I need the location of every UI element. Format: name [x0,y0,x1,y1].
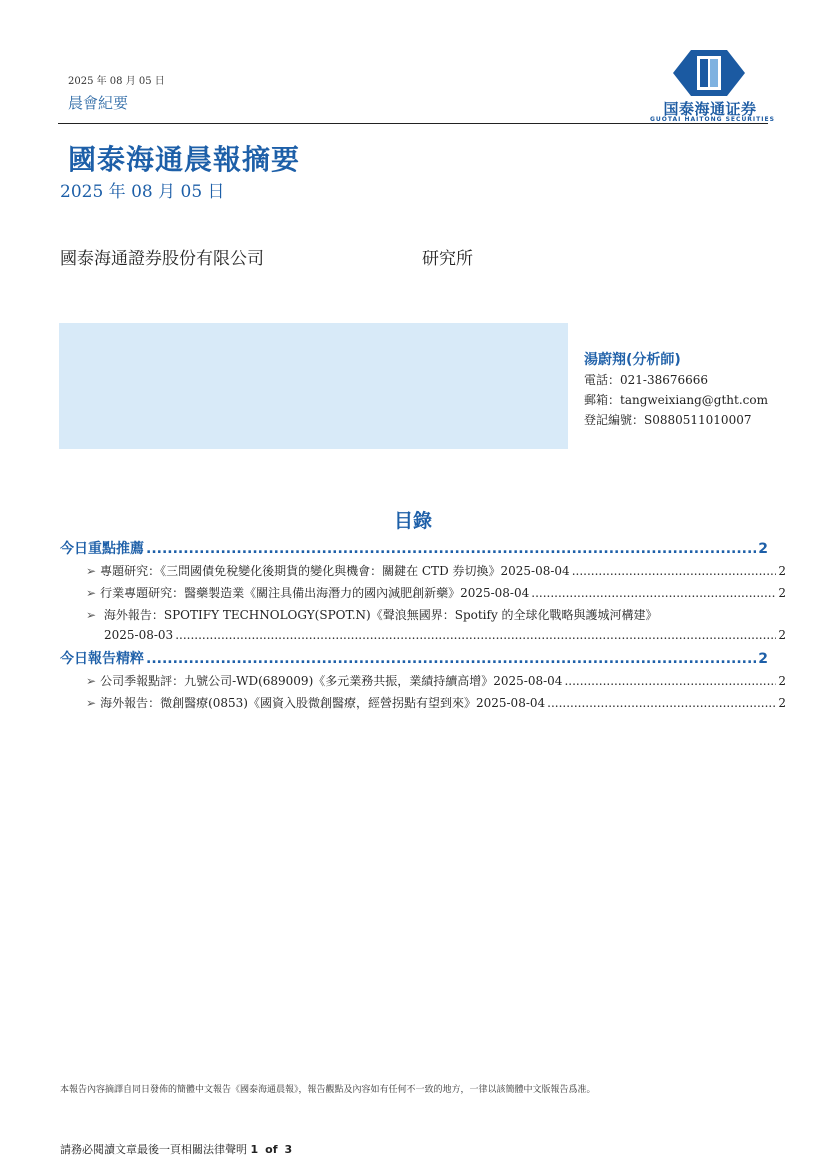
toc-title: 目錄 [393,510,432,532]
analyst-email[interactable]: 郵箱：tangweixiang@gtht.com [584,393,768,407]
analyst-phone: 電話：021-38676666 [584,373,709,387]
toc-leader [531,586,776,600]
header-date: 2025 年 08 月 05 日 [68,76,165,87]
toc-section-label: 今日重點推薦 [60,541,144,557]
toc-item-label: 海外報告：SPOTIFY TECHNOLOGY(SPOT.N)《聲浪無國界：Spotify 的全球化戰略與護城河構建》 [103,608,658,622]
department-name: 研究所 [422,249,473,269]
toc-item-label: 海外報告：微創醫療(0853)《國資入股微創醫療，經營拐點有望到來》2025-08-04 [100,696,546,710]
toc-item[interactable] [86,562,786,579]
toc-leader [146,651,756,667]
toc-item[interactable] [86,606,658,623]
arrow-bullet-icon: ➢ [86,696,97,710]
logo-name-cn: 国泰海通证券 [663,100,757,118]
header-category: 晨會紀要 [68,94,129,112]
footnote: 本報告內容摘譯自同日發佈的簡體中文報告《國泰海通晨報》，報告觀點及內容如有任何不一致的地方，一律以該簡體中文版報告爲准。 [60,1085,596,1095]
toc-leader [564,674,776,688]
arrow-bullet-icon: ➢ [86,608,97,622]
company-name: 國泰海通證券股份有限公司 [60,249,264,269]
toc-section-label: 今日報告精粹 [60,651,144,667]
toc-item-cont: 2025-08-03 [104,628,174,642]
toc-page: 2 [758,651,768,667]
arrow-bullet-icon: ➢ [86,586,97,600]
toc-page: 2 [778,696,786,710]
toc-page: 2 [778,628,786,642]
analyst-registration: 登記編號：S0880511010007 [584,413,752,427]
page-number: 1 [250,1143,259,1156]
toc-leader [572,564,777,578]
toc-page: 2 [778,586,786,600]
arrow-bullet-icon: ➢ [86,564,97,578]
toc-leader [146,541,756,557]
toc-leader [175,628,776,642]
page-footer [60,1141,292,1157]
report-date: 2025 年 08 月 05 日 [60,182,225,202]
cover-image-placeholder [59,323,568,449]
page-of: of [265,1143,278,1156]
toc-item-label: 專題研究：《三問國債免稅變化後期貨的變化與機會：關鍵在 CTD 券切換》2025-08-04 [100,564,570,578]
logo-mark-icon [673,50,745,96]
toc-item-continuation[interactable] [104,628,786,642]
toc-page: 2 [758,541,768,557]
toc-page: 2 [778,564,786,578]
footer-disclaimer: 請務必閱讀文章最後一頁相關法律聲明 [60,1143,247,1156]
analyst-name: 湯蔚翔(分析師) [584,352,681,368]
toc-page: 2 [778,674,786,688]
toc-section-1[interactable] [60,538,768,558]
toc-leader [547,696,776,710]
logo-name-en: GUOTAI HAITONG SECURITIES [650,116,775,123]
toc-section-2[interactable] [60,648,768,668]
toc-item[interactable] [86,694,786,711]
toc-item[interactable] [86,672,786,689]
page-total: 3 [284,1143,293,1156]
toc-item-label: 行業專題研究：醫藥製造業《關注具備出海潛力的國內減肥創新藥》2025-08-04 [100,586,530,600]
arrow-bullet-icon: ➢ [86,674,97,688]
report-title: 國泰海通晨報摘要 [68,143,301,176]
company-logo [650,50,775,125]
toc-item[interactable] [86,584,786,601]
toc-item-label: 公司季報點評：九號公司-WD(689009)《多元業務共振，業績持續高增》2025-08-04 [100,674,563,688]
